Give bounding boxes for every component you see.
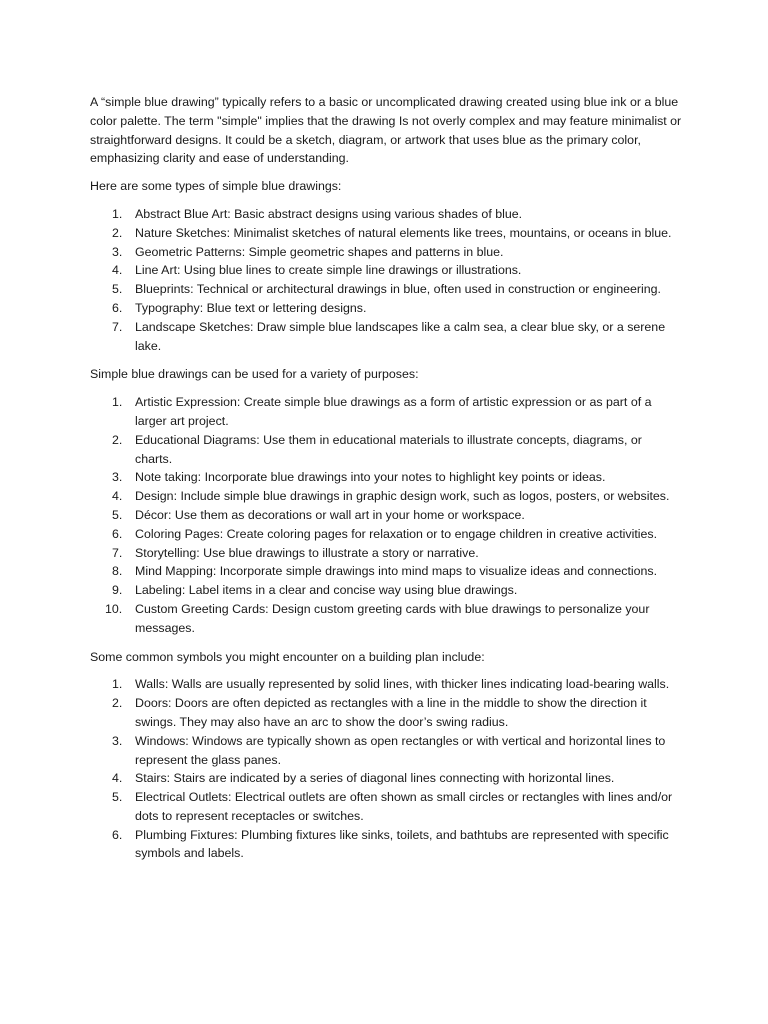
list-item (90, 826, 682, 864)
list-item-number: 8. (112, 564, 123, 579)
list-item-number: 1. (112, 206, 123, 221)
list-item-text: Décor: Use them as decorations or wall art in your home or workspace. (135, 507, 525, 522)
list-item-text: Windows: Windows are typically shown as open rectangles or with vertical and horizontal lines to represent the glass panes. (135, 733, 666, 767)
list-item-text: Line Art: Using blue lines to create simple line drawings or illustrations. (135, 263, 522, 278)
list-item-number: 6. (112, 300, 123, 315)
list-item-number: 1. (112, 395, 123, 410)
list-item-number: 2. (112, 696, 123, 711)
list-item-text: Doors: Doors are often depicted as rectangles with a line in the middle to show the direction it swings. They may also have an arc to show the door’s swing radius. (135, 696, 647, 729)
list-item-number: 4. (112, 489, 123, 504)
list-item (90, 224, 682, 243)
list-item-text: Labeling: Label items in a clear and concise way using blue drawings. (135, 583, 518, 598)
list-item-number: 4. (112, 263, 123, 278)
list-item-text: Blueprints: Technical or architectural drawings in blue, often used in construction or engineering. (135, 282, 661, 297)
list-item-number: 5. (112, 282, 123, 297)
list-item-text: Geometric Patterns: Simple geometric shapes and patterns in blue. (135, 244, 504, 259)
list-item (90, 506, 682, 525)
list-item-number: 2. (112, 225, 123, 240)
list-item-number: 6. (112, 526, 123, 541)
list-item (90, 675, 682, 694)
list-item-number: 7. (112, 545, 123, 560)
list-item (90, 788, 682, 826)
list-item (90, 544, 682, 563)
intro-paragraph: A “simple blue drawing” typically refers to a basic or uncomplicated drawing created using blue ink or a blue color palette. The term "simple" implies that the drawing Is not overly complex and may feature minimalist or straightforward designs. It could be a sketch, diagram, or artwork that uses blue as the primary color, emphasizing clarity and ease of understanding. (90, 95, 682, 166)
list-item (90, 694, 682, 732)
list-item (90, 299, 682, 318)
list-item-text: Custom Greeting Cards: Design custom greeting cards with blue drawings to personalize your messages. (135, 601, 650, 635)
purposes-heading: Simple blue drawings can be used for a variety of purposes: (90, 367, 419, 382)
list-item (90, 393, 682, 431)
list-item (90, 732, 682, 770)
list-item-number: 1. (112, 677, 123, 692)
list-item-number: 6. (112, 827, 123, 842)
list-item (90, 769, 682, 788)
list-item-number: 3. (112, 244, 123, 259)
list-item (90, 205, 682, 224)
list-item-text: Nature Sketches: Minimalist sketches of natural elements like trees, mountains, or oceans in blue. (135, 225, 672, 240)
list-item-text: Abstract Blue Art: Basic abstract designs using various shades of blue. (135, 206, 523, 221)
list-item (90, 581, 682, 600)
list-item-text: Storytelling: Use blue drawings to illustrate a story or narrative. (135, 545, 479, 560)
list-item (90, 318, 682, 356)
list-item (90, 243, 682, 262)
list-item-text: Coloring Pages: Create coloring pages for relaxation or to engage children in creative activities. (135, 526, 658, 541)
symbols-heading: Some common symbols you might encounter on a building plan include: (90, 649, 485, 664)
list-item-text: Plumbing Fixtures: Plumbing fixtures like sinks, toilets, and bathtubs are represented with specific symbols and labels. (135, 827, 669, 861)
list-item-number: 9. (112, 583, 123, 598)
list-item-text: Educational Diagrams: Use them in educational materials to illustrate concepts, diagrams, or charts. (135, 432, 642, 466)
list-item-text: Mind Mapping: Incorporate simple drawings into mind maps to visualize ideas and connections. (135, 564, 658, 579)
list-item-text: Landscape Sketches: Draw simple blue landscapes like a calm sea, a clear blue sky, or a serene lake. (135, 319, 666, 353)
list-item-number: 10. (105, 601, 123, 616)
list-item-text: Note taking: Incorporate blue drawings into your notes to highlight key points or ideas. (135, 470, 606, 485)
types-list (90, 205, 682, 355)
list-item-text: Artistic Expression: Create simple blue drawings as a form of artistic expression or as part of a larger art project. (135, 395, 652, 428)
list-item (90, 431, 682, 469)
list-item (90, 468, 682, 487)
list-item (90, 600, 682, 638)
list-item-number: 2. (112, 432, 123, 447)
list-item-text: Typography: Blue text or lettering designs. (135, 300, 367, 315)
purposes-list (90, 393, 682, 637)
list-item-number: 4. (112, 771, 123, 786)
list-item (90, 562, 682, 581)
list-item-number: 3. (112, 733, 123, 748)
list-item-text: Electrical Outlets: Electrical outlets are often shown as small circles or rectangles with lines and/or dots to represent receptacles or switches. (135, 790, 673, 823)
list-item (90, 261, 682, 280)
document-page (90, 93, 682, 873)
list-item (90, 280, 682, 299)
list-item-number: 7. (112, 319, 123, 334)
types-heading: Here are some types of simple blue drawings: (90, 179, 342, 194)
list-item-number: 5. (112, 507, 123, 522)
list-item (90, 525, 682, 544)
list-item (90, 487, 682, 506)
list-item-number: 3. (112, 470, 123, 485)
list-item-text: Stairs: Stairs are indicated by a series of diagonal lines connecting with horizontal lines. (135, 771, 615, 786)
list-item-text: Walls: Walls are usually represented by solid lines, with thicker lines indicating load-bearing walls. (135, 677, 670, 692)
symbols-list (90, 675, 682, 863)
list-item-text: Design: Include simple blue drawings in graphic design work, such as logos, posters, or websites. (135, 489, 670, 504)
list-item-number: 5. (112, 790, 123, 805)
